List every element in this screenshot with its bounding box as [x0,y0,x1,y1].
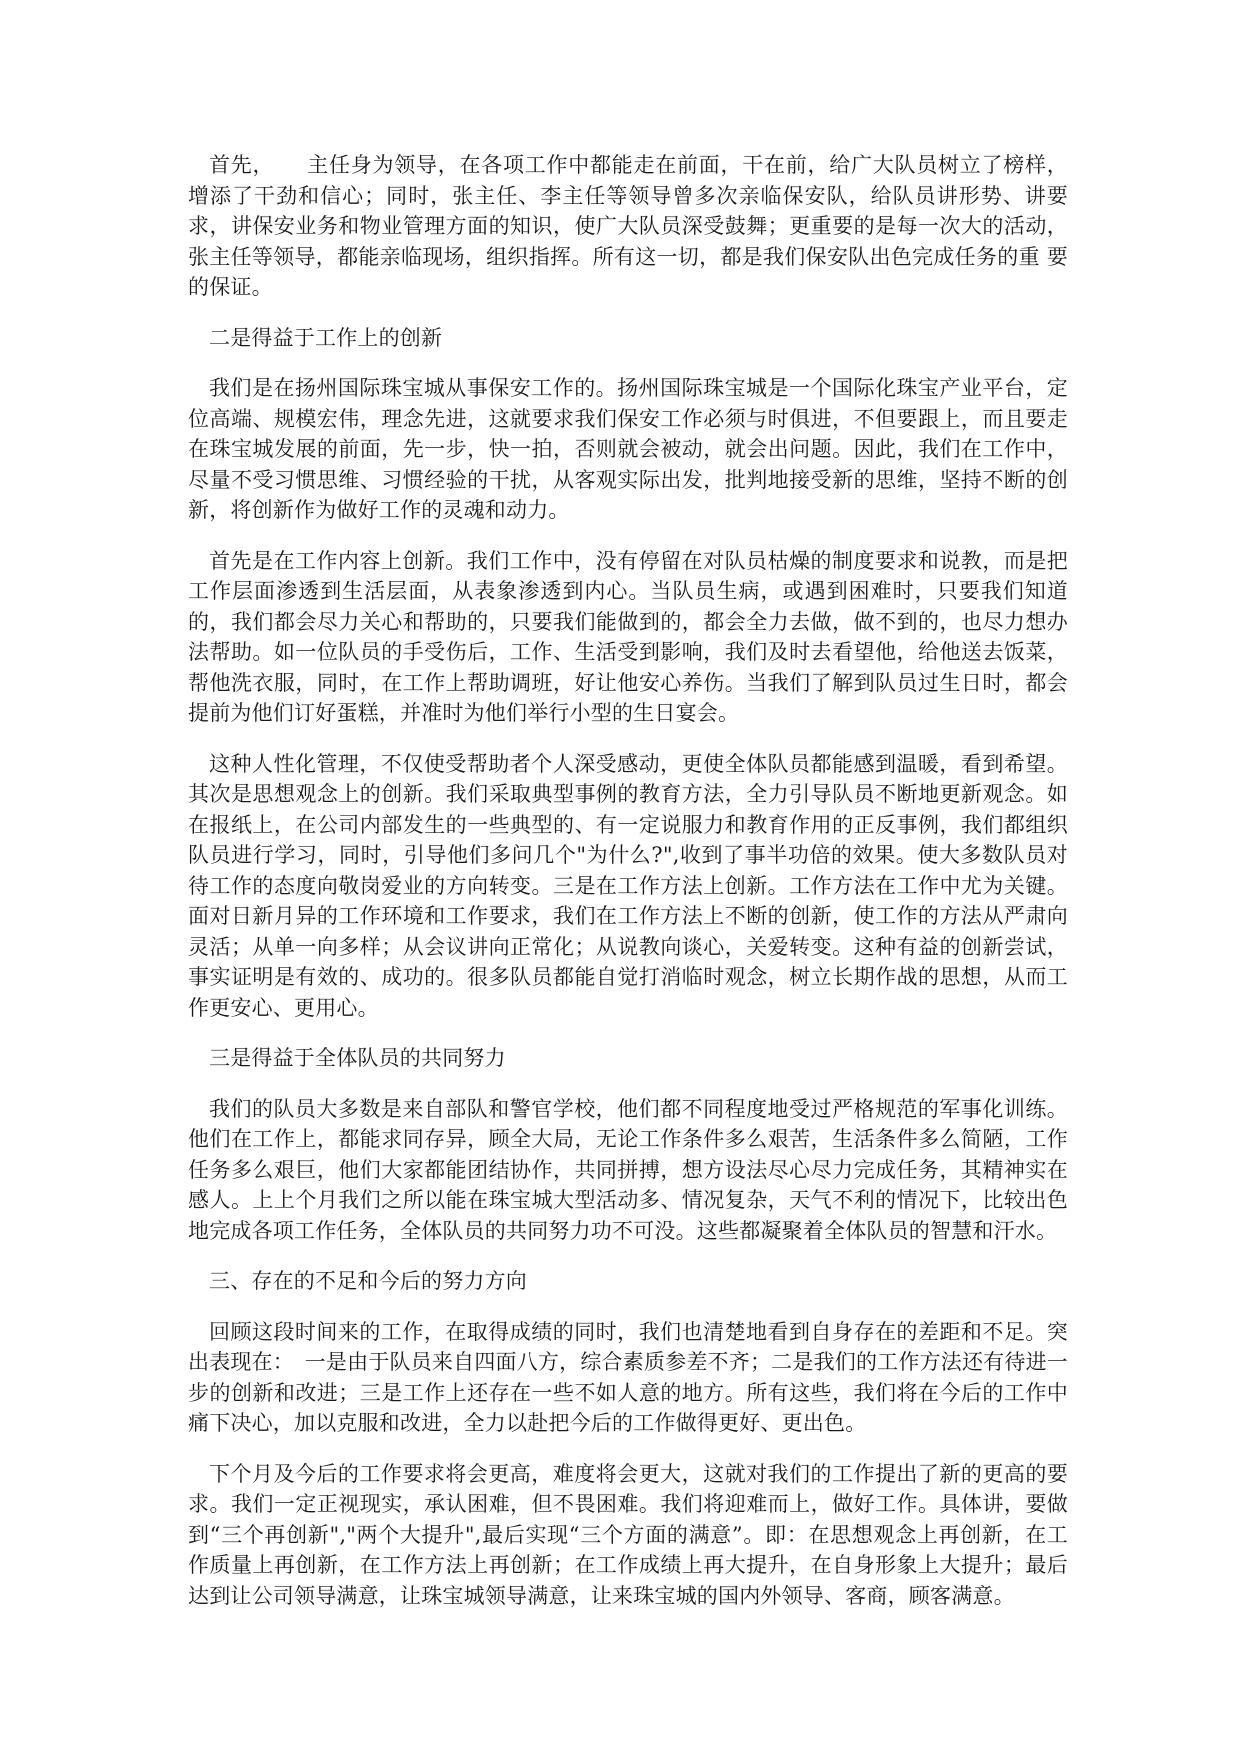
paragraph-future-requirements: 下个月及今后的工作要求将会更高，难度将会更大，这就对我们的工作提出了新的更高的要求。我们一定正视现实，承认困难，但不畏困难。我们将迎难而上，做好工作。具体讲，要做到“三个再创新","两个大提升",最后实现“三个方面的满意”。即：在思想观念上再创新，在工作质量上再创新，在工作方法上再创新；在工作成绩上再大提升，在自身形象上大提升；最后达到让公司领导满意，让珠宝城领导满意，让来珠宝城的国内外领导、客商，顾客满意。 [188,1461,1068,1608]
paragraph-leadership: 首先， 主任身为领导，在各项工作中都能走在前面，干在前，给广大队员树立了榜样， 增添了干劲和信心；同时，张主任、李主任等领导曾多次亲临保安队，给队员讲形势、讲要 求，讲保安业务和物业管理方面的知识，使广大队员深受鼓舞；更重要的是每一次大的活动， 张主任等领导，都能亲临现场，组织指挥。所有这一切，都是我们保安队出色完成任务的重 要的保证。 [188,153,1075,299]
section-heading-team-effort: 三是得益于全体队员的共同努力 [209,1046,506,1070]
paragraph-shortcomings: 回顾这段时间来的工作，在取得成绩的同时，我们也清楚地看到自身存在的差距和不足。突出表现在： 一是由于队员来自四面八方，综合素质参差不齐；二是我们的工作方法还有待进一步的创新和改进；三是工作上还存在一些不如人意的地方。所有这些，我们将在今后的工作中痛下决心，加以克服和改进，全力以赴把今后的工作做得更好、更出色。 [188,1319,1068,1435]
document-body [188,150,1075,1631]
paragraph-team-effort: 我们的队员大多数是来自部队和警官学校，他们都不同程度地受过严格规范的军事化训练。他们在工作上，都能求同存异，顾全大局，无论工作条件多么艰苦，生活条件多么简陋，工作任务多么艰巨，他们大家都能团结协作，共同拼搏，想方设法尽心尽力完成任务，其精神实在感人。上上个月我们之所以能在珠宝城大型活动多、情况复杂，天气不利的情况下，比较出色地完成各项工作任务，全体队员的共同努力功不可没。这些都凝聚着全体队员的智慧和汗水。 [188,1096,1068,1243]
paragraph-humanized-management: 这种人性化管理，不仅使受帮助者个人深受感动，更使全体队员都能感到温暖，看到希望。其次是思想观念上的创新。我们采取典型事例的教育方法，全力引导队员不断地更新观念。如在报纸上，在公司内部发生的一些典型的、有一定说服力和教育作用的正反事例，我们都组织队员进行学习，同时，引导他们多问几个"为什么?",收到了事半功倍的效果。使大多数队员对待工作的态度向敬岗爱业的方向转变。三是在工作方法上创新。工作方法在工作中尤为关键。面对日新月异的工作环境和工作要求，我们在工作方法上不断的创新，使工作的方法从严肃向灵活；从单一向多样；从会议讲向正常化；从说教向谈心，关爱转变。这种有益的创新尝试，事实证明是有效的、成功的。很多队员都能自觉打消临时观念，树立长期作战的思想，从而工作更安心、更用心。 [188,751,1068,1020]
paragraph-content-innovation: 首先是在工作内容上创新。我们工作中，没有停留在对队员枯燥的制度要求和说教，而是把工作层面渗透到生活层面，从表象渗透到内心。当队员生病，或遇到困难时，只要我们知道的，我们都会尽力关心和帮助的，只要我们能做到的，都会全力去做，做不到的，也尽力想办法帮助。如一位队员的手受伤后，工作、生活受到影响，我们及时去看望他，给他送去饭菜，帮他洗衣服，同时，在工作上帮助调班，好让他安心养伤。当我们了解到队员过生日时，都会提前为他们订好蛋糕，并准时为他们举行小型的生日宴会。 [188,548,1068,725]
section-heading-innovation: 二是得益于工作上的创新 [209,325,443,350]
section-heading-shortcomings: 三、存在的不足和今后的努力方向 [209,1269,527,1293]
paragraph-innovation-intro: 我们是在扬州国际珠宝城从事保安工作的。扬州国际珠宝城是一个国际化珠宝产业平台，定位高端、规模宏伟，理念先进，这就要求我们保安工作必须与时俱进，不但要跟上，而且要走在珠宝城发展的前面，先一步，快一拍，否则就会被动，就会出问题。因此，我们在工作中，尽量不受习惯思维、习惯经验的干扰，从客观实际出发，批判地接受新的思维，坚持不断的创新，将创新作为做好工作的灵魂和动力。 [188,376,1068,522]
